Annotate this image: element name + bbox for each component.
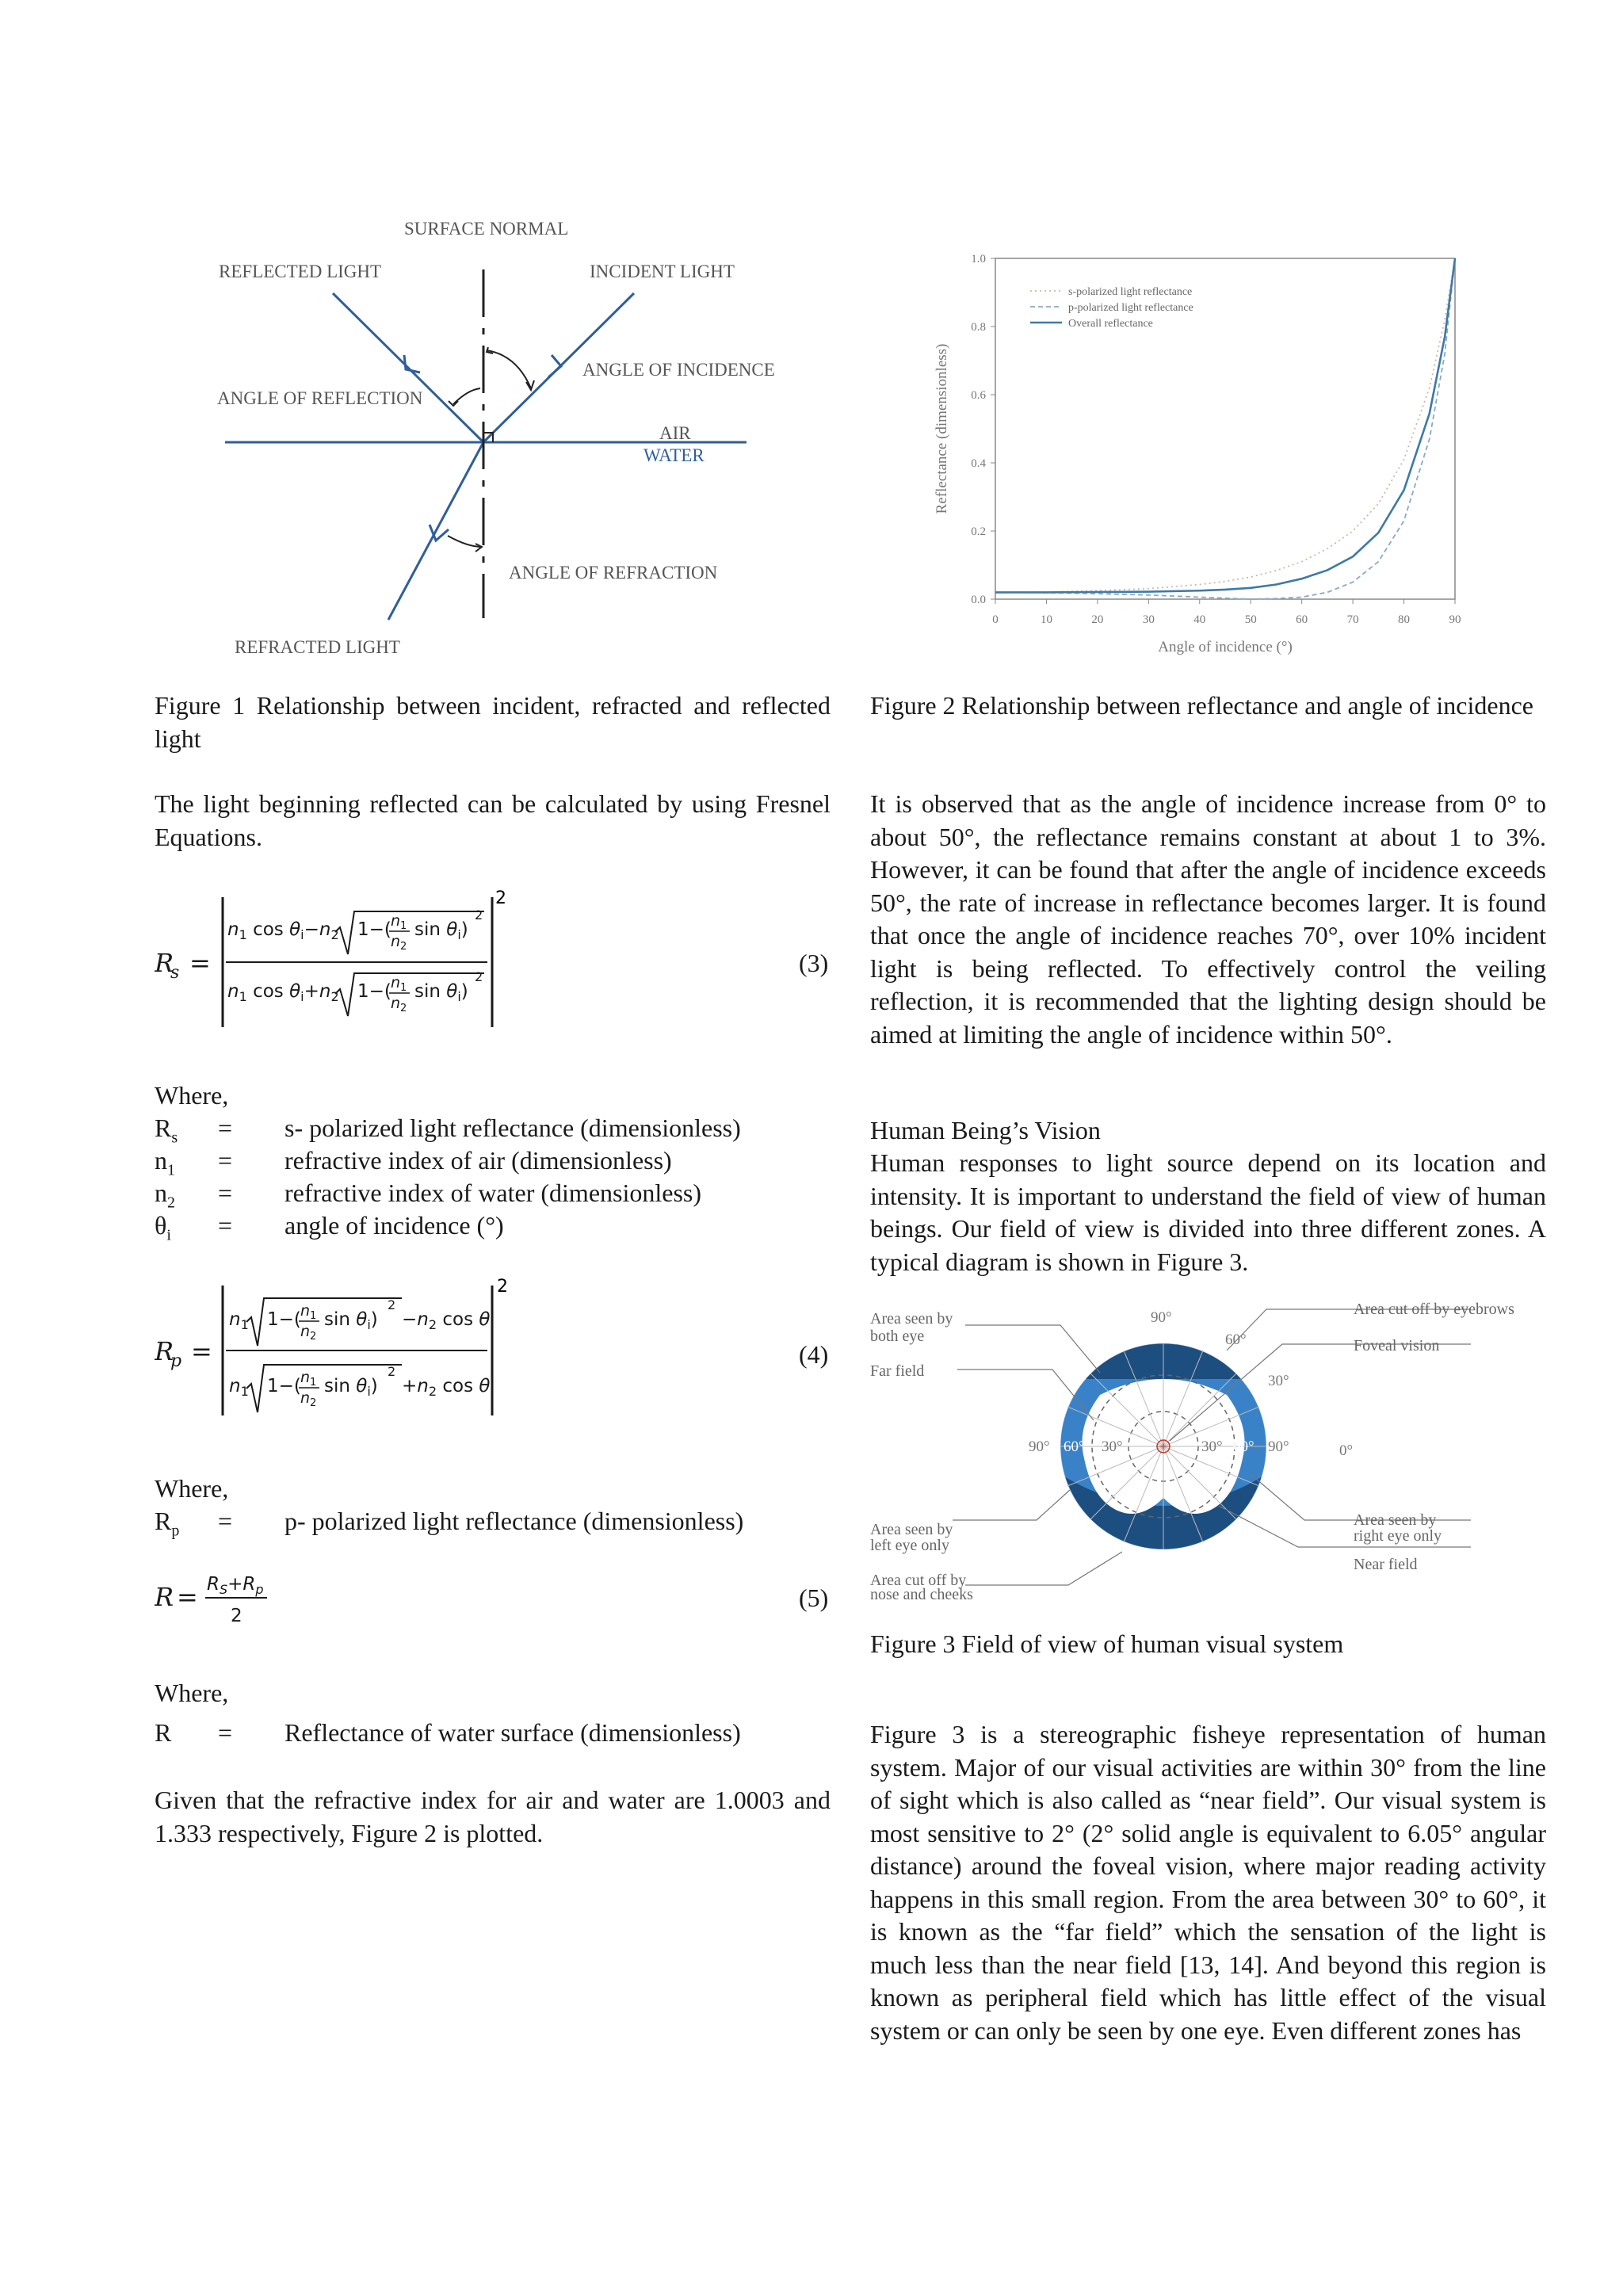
x-tick-label: 20 [1091,613,1104,626]
y-tick-label: 0.8 [971,321,986,334]
svg-text:n: n [391,912,401,930]
deg-90-top: 90° [1151,1309,1172,1326]
label-angle-of-refraction: ANGLE OF REFRACTION [509,563,718,583]
svg-text:s: s [170,963,180,983]
figure-1-caption: Figure 1 Relationship between incident, refracted and reflected light [155,691,831,753]
plot-frame [995,258,1455,599]
x-tick-label: 80 [1398,613,1411,626]
series-line-3 [995,258,1455,592]
y-tick-label: 0.6 [971,389,986,402]
figure-2-chart [919,238,1474,666]
reflected-ray [333,293,483,442]
svg-text:n: n [391,974,401,991]
x-axis-label: Angle of incidence (°) [1158,639,1293,655]
legend-label: s-polarized light reflectance [1068,286,1193,298]
legend-label: Overall reflectance [1068,318,1153,330]
svg-text:n: n [391,933,401,950]
svg-text:1−(: 1−( [357,919,391,940]
definition-row: $n_2$ = refractive index of water (dimensionless) [155,1179,702,1212]
right-paragraph-1: It is observed that as the angle of incidence increase from 0° to about 50°, the reflectance remains constant at about 1 to 3%. However, it can be found that after the angle of incidence exceeds 50°, the rate of increase in reflectance becomes larger. It is found that once the angle of incidence reaches 70°, over 10% incident light is being reflected. To effectively control the veiling reflection, it is recommended that the lighting design should be aimed at limiting the angle of incidence within 50°. [870,789,1546,1049]
definition-row: $R_p$ = p- polarized light reflectance (dimensionless) [155,1507,744,1540]
svg-text:n1: $n_1$ [229,1309,249,1332]
deg-60-right: 60° [1233,1438,1254,1455]
label-refracted-light: REFRACTED LIGHT [235,637,400,657]
deg-30-right: 30° [1201,1438,1223,1455]
svg-text:+n2 cos θi: $+n_2$ $\cos \theta_i$ [402,1376,494,1399]
x-tick-label: 50 [1244,613,1257,626]
svg-text:n1 cos θi−n2: $n_1$ $\cos \theta_i-n_2$ [227,919,339,942]
label-area-left-eye: Area seen by [870,1521,953,1538]
x-tick-label: 40 [1193,613,1206,626]
x-tick-label: 0 [992,613,999,626]
deg-0: 0° [1339,1442,1354,1459]
x-tick-label: 60 [1296,613,1308,626]
label-incident-light: INCIDENT LIGHT [590,262,735,281]
svg-text:2: 2 [388,1364,396,1379]
definition-row: R = Reflectance of water surface (dimensionless) [155,1718,741,1747]
right-paragraph-3: Figure 3 is a stereographic fisheye representation of human system. Major of our visual activities are within 30° from the line of sight which is also called as “near field”. Our visual system is most sensitive to 2° (2° solid angle is equivalent to 6.05° angular distance) around the foveal vision, where major reading activity happens in this small region. From the area between 30° to 60°, it is known as the “far field” which the sensation of the light is much less than the near field [13, 14]. And beyond this region is known as peripheral field which has little effect of the visual system or can only be seen by one eye. Even different zones has [870,1720,1546,2045]
deg-90-left: 90° [1029,1438,1050,1455]
svg-text:−n2 cos θi: $-n_2$ $\cos \theta_i$ [402,1309,494,1332]
x-tick-label: 90 [1449,613,1461,626]
label-far-field: Far field [870,1362,925,1380]
svg-text:2: 2 [388,1297,396,1312]
section-heading-human-vision: Human Being’s Vision [870,1116,1101,1144]
svg-text:=: = [189,948,211,978]
label-area-cut-nose: Area cut off by [870,1572,967,1589]
figure-3-caption: Figure 3 Field of view of human visual system [870,1629,1344,1658]
intro-paragraph: The light beginning reflected can be calculated by using Fresnel Equations. [155,789,831,851]
svg-text:R: R [155,1336,174,1366]
where-label-3: Where, [155,1679,229,1707]
right-paragraph-2: Human responses to light source depend on its location and intensity. It is important to understand the field of view of human beings. Our field of view is divided into three different zones. A typical diagram is shown in Figure 3. [870,1148,1546,1276]
deg-60-left: 60° [1064,1438,1085,1455]
deg-30-left: 30° [1102,1438,1123,1455]
equation-5 [155,1566,472,1629]
equation-3 [155,880,831,1046]
equation-4-number: (4) [799,1340,829,1369]
definition-row: $R_s$ = s- polarized light reflectance (dimensionless) [155,1114,741,1147]
deg-60-top: 60° [1225,1331,1247,1348]
where-label-1: Where, [155,1081,229,1110]
label-area-cut-brows: Area cut off by eyebrows [1354,1301,1514,1318]
figure-1-diagram [206,214,777,674]
legend-label: p-polarized light reflectance [1068,302,1193,314]
label-water: WATER [643,445,705,465]
figure-3-diagram [870,1300,1568,1617]
svg-text:2: 2 [400,941,407,953]
label-foveal-vision: Foveal vision [1354,1337,1440,1354]
svg-text:n: n [300,1369,311,1386]
deg-30-top: 30° [1268,1373,1289,1389]
svg-text:right eye only: right eye only [1354,1527,1442,1545]
label-reflected-light: REFLECTED LIGHT [219,262,382,281]
svg-text:sin θi): $\sin \theta_i$) [324,1376,378,1399]
series-line-1 [995,258,1455,592]
svg-text:sin θi): $\sin \theta_i$) [324,1309,378,1332]
label-angle-of-incidence: ANGLE OF INCIDENCE [582,360,775,380]
svg-text:=: = [177,1582,198,1612]
svg-text:n: n [300,1302,311,1320]
deg-90-right: 90° [1268,1438,1289,1455]
label-surface-normal: SURFACE NORMAL [404,219,569,239]
figure-2-caption: Figure 2 Relationship between reflectance and angle of incidence [870,691,1533,720]
svg-text:2: 2 [231,1606,242,1626]
svg-text:2: 2 [310,1397,317,1409]
svg-text:left eye only: left eye only [870,1537,949,1554]
svg-text:sin θi): $\sin \theta_i$) [414,919,468,942]
y-tick-label: 0.2 [971,525,986,538]
x-tick-label: 30 [1142,613,1155,626]
svg-text:1: 1 [400,982,407,994]
closing-paragraph: Given that the refractive index for air and water are 1.0003 and 1.333 respectively, Figure 2 is plotted. [155,1786,831,1847]
svg-text:both eye: both eye [870,1328,925,1345]
svg-text:2: 2 [495,888,506,908]
svg-text:1−(: 1−( [357,981,391,1002]
svg-text:1: 1 [400,920,407,932]
definition-row: $n_1$ = refractive index of air (dimensionless) [155,1146,672,1179]
svg-text:2: 2 [475,969,483,984]
svg-text:nose and cheeks: nose and cheeks [870,1586,973,1603]
svg-text:n: n [391,995,401,1012]
y-tick-label: 0.0 [971,594,986,606]
svg-text:2: 2 [400,1003,407,1014]
y-tick-label: 1.0 [971,253,986,266]
svg-text:n: n [300,1389,311,1407]
svg-text:=: = [191,1336,212,1366]
definition-row: $\theta_i$ = angle of incidence (°) [155,1211,504,1244]
svg-text:n1 cos θi+n2: $n_1$ $\cos \theta_i+n_2$ [227,981,339,1004]
label-area-both-eye: Area seen by [870,1310,953,1328]
svg-text:n1: $n_1$ [229,1376,249,1399]
x-tick-label: 10 [1040,613,1052,626]
svg-text:n: n [300,1323,311,1340]
svg-text:RS+Rp: $R_S+R_p$ [207,1574,264,1597]
svg-text:R: R [155,948,174,978]
svg-text:1: 1 [310,1310,317,1322]
label-air: AIR [659,423,691,443]
series-line-2 [995,258,1455,599]
svg-text:R: R [155,1582,174,1612]
svg-text:p: p [170,1351,182,1371]
svg-text:2: 2 [310,1331,317,1343]
refracted-ray [388,442,483,620]
equation-3-number: (3) [799,949,829,977]
svg-text:2: 2 [475,907,483,923]
label-angle-of-reflection: ANGLE OF REFLECTION [217,388,423,408]
svg-text:sin θi): $\sin \theta_i$) [414,981,468,1004]
where-label-2: Where, [155,1474,229,1503]
equation-5-number: (5) [799,1584,829,1612]
svg-text:1−(: 1−( [267,1309,301,1330]
label-near-field: Near field [1354,1556,1418,1573]
svg-text:2: 2 [497,1277,508,1297]
y-axis-label: Reflectance (dimensionless) [934,343,950,514]
equation-4 [155,1271,831,1430]
x-tick-label: 70 [1346,613,1359,626]
svg-text:1−(: 1−( [267,1376,301,1396]
svg-text:1: 1 [310,1377,317,1389]
reflected-arrow [404,355,420,372]
y-tick-label: 0.4 [971,457,986,470]
label-area-right-eye: Area seen by [1354,1511,1437,1529]
